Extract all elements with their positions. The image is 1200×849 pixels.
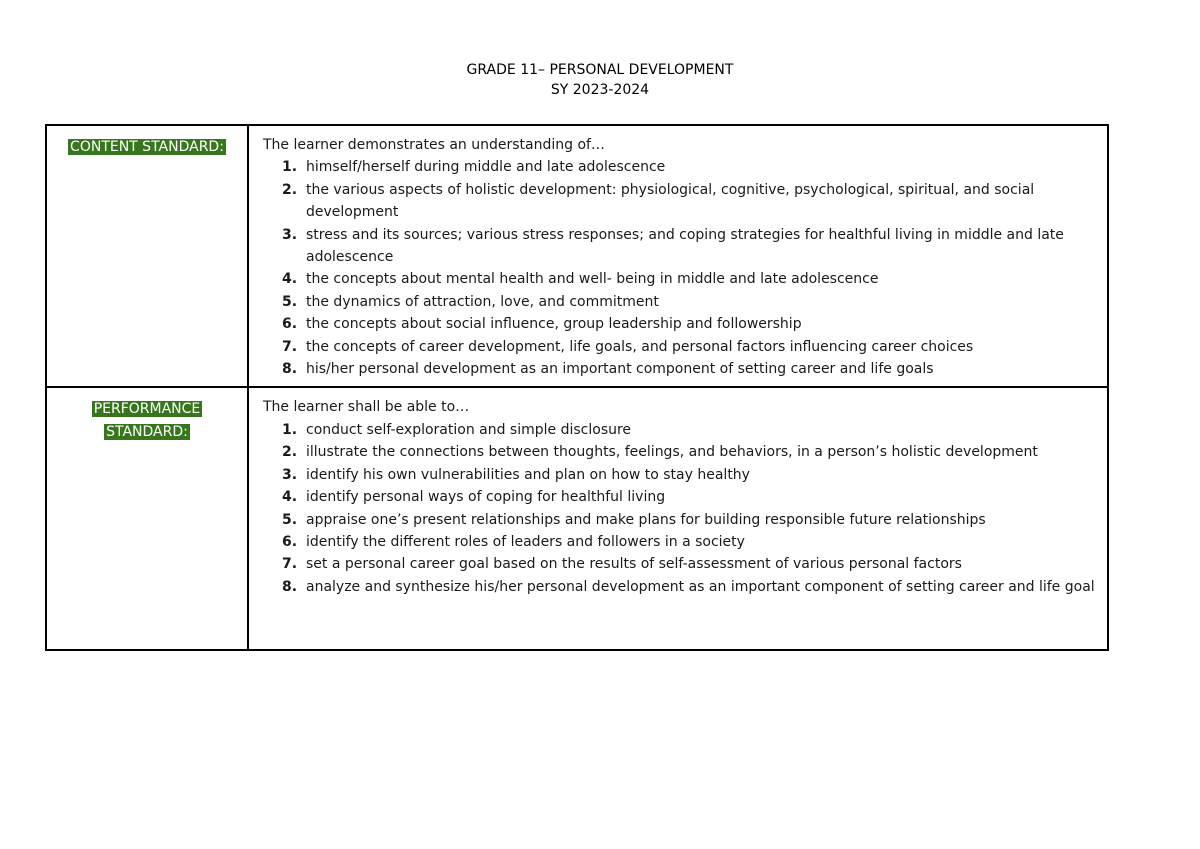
content-standard-intro: The learner demonstrates an understanding of… bbox=[263, 137, 605, 153]
performance-standard-intro: The learner shall be able to… bbox=[263, 399, 470, 416]
item-number: 4. bbox=[282, 271, 298, 288]
item-text: his/her personal development as an important component of setting career and life goals bbox=[306, 361, 934, 378]
list-item bbox=[263, 486, 1097, 508]
item-number: 4. bbox=[282, 489, 298, 506]
content-standard-label-cell bbox=[46, 125, 248, 387]
list-item bbox=[263, 464, 1097, 486]
performance-standard-label-line1: PERFORMANCE bbox=[93, 401, 201, 418]
list-item bbox=[263, 291, 1097, 313]
performance-standard-body bbox=[248, 387, 1108, 650]
item-text: the dynamics of attraction, love, and commitment bbox=[306, 293, 659, 310]
list-item bbox=[263, 336, 1097, 358]
item-number: 3. bbox=[282, 226, 298, 243]
item-text: identify the different roles of leaders and followers in a society bbox=[306, 533, 745, 550]
item-number: 7. bbox=[282, 556, 298, 573]
content-standard-label: CONTENT STANDARD: bbox=[70, 139, 224, 155]
page-title: GRADE 11– PERSONAL DEVELOPMENT bbox=[466, 62, 734, 78]
list-item bbox=[263, 156, 1097, 178]
item-number: 8. bbox=[282, 361, 298, 378]
list-item bbox=[263, 419, 1097, 441]
page-header bbox=[0, 60, 1200, 100]
performance-standard-row bbox=[46, 387, 1108, 650]
item-number: 1. bbox=[282, 159, 298, 176]
item-number: 5. bbox=[282, 293, 298, 310]
item-text: illustrate the connections between thoughts, feelings, and behaviors, in a person’s holistic development bbox=[306, 444, 1038, 461]
item-text: set a personal career goal based on the results of self-assessment of various personal factors bbox=[306, 556, 962, 573]
item-number: 6. bbox=[282, 533, 298, 550]
item-text: identify personal ways of coping for healthful living bbox=[306, 489, 666, 506]
item-number: 1. bbox=[282, 421, 298, 438]
list-item bbox=[263, 179, 1097, 224]
item-number: 3. bbox=[282, 466, 298, 483]
list-item bbox=[263, 509, 1097, 531]
item-text: identify his own vulnerabilities and plan on how to stay healthy bbox=[306, 466, 750, 483]
item-number: 5. bbox=[282, 511, 298, 528]
list-item bbox=[263, 358, 1097, 380]
item-text: the concepts about mental health and well- being in middle and late adolescence bbox=[306, 271, 879, 288]
item-number: 8. bbox=[282, 578, 298, 595]
content-standard-body bbox=[248, 125, 1108, 387]
item-text: himself/herself during middle and late adolescence bbox=[306, 159, 666, 176]
performance-standard-label-line2: STANDARD: bbox=[106, 423, 188, 440]
content-standard-list bbox=[263, 156, 1097, 380]
list-item bbox=[263, 313, 1097, 335]
item-text: analyze and synthesize his/her personal development as an important component of setting career and life goal bbox=[306, 578, 1095, 595]
item-text: appraise one’s present relationships and make plans for building responsible future relationships bbox=[306, 511, 986, 528]
list-item bbox=[263, 441, 1097, 463]
item-text: conduct self-exploration and simple disclosure bbox=[306, 421, 632, 438]
list-item bbox=[263, 576, 1097, 598]
item-text: the concepts about social influence, group leadership and followership bbox=[306, 316, 802, 333]
list-item bbox=[263, 553, 1097, 575]
standards-table bbox=[45, 124, 1109, 651]
school-year: SY 2023-2024 bbox=[550, 82, 650, 98]
list-item bbox=[263, 531, 1097, 553]
performance-standard-label-cell bbox=[46, 387, 248, 650]
item-number: 2. bbox=[282, 444, 298, 461]
item-text: the concepts of career development, life goals, and personal factors influencing career choices bbox=[306, 338, 974, 355]
item-number: 7. bbox=[282, 338, 298, 355]
item-number: 2. bbox=[282, 181, 298, 198]
performance-standard-list bbox=[263, 419, 1097, 598]
item-number: 6. bbox=[282, 316, 298, 333]
list-item bbox=[263, 268, 1097, 290]
content-standard-row bbox=[46, 125, 1108, 387]
item-text: stress and its sources; various stress responses; and coping strategies for healthful living in middle and late adolescence bbox=[306, 226, 1064, 266]
item-text: the various aspects of holistic development: physiological, cognitive, psychological, spiritual, and social development bbox=[306, 181, 1035, 221]
list-item bbox=[263, 224, 1097, 269]
